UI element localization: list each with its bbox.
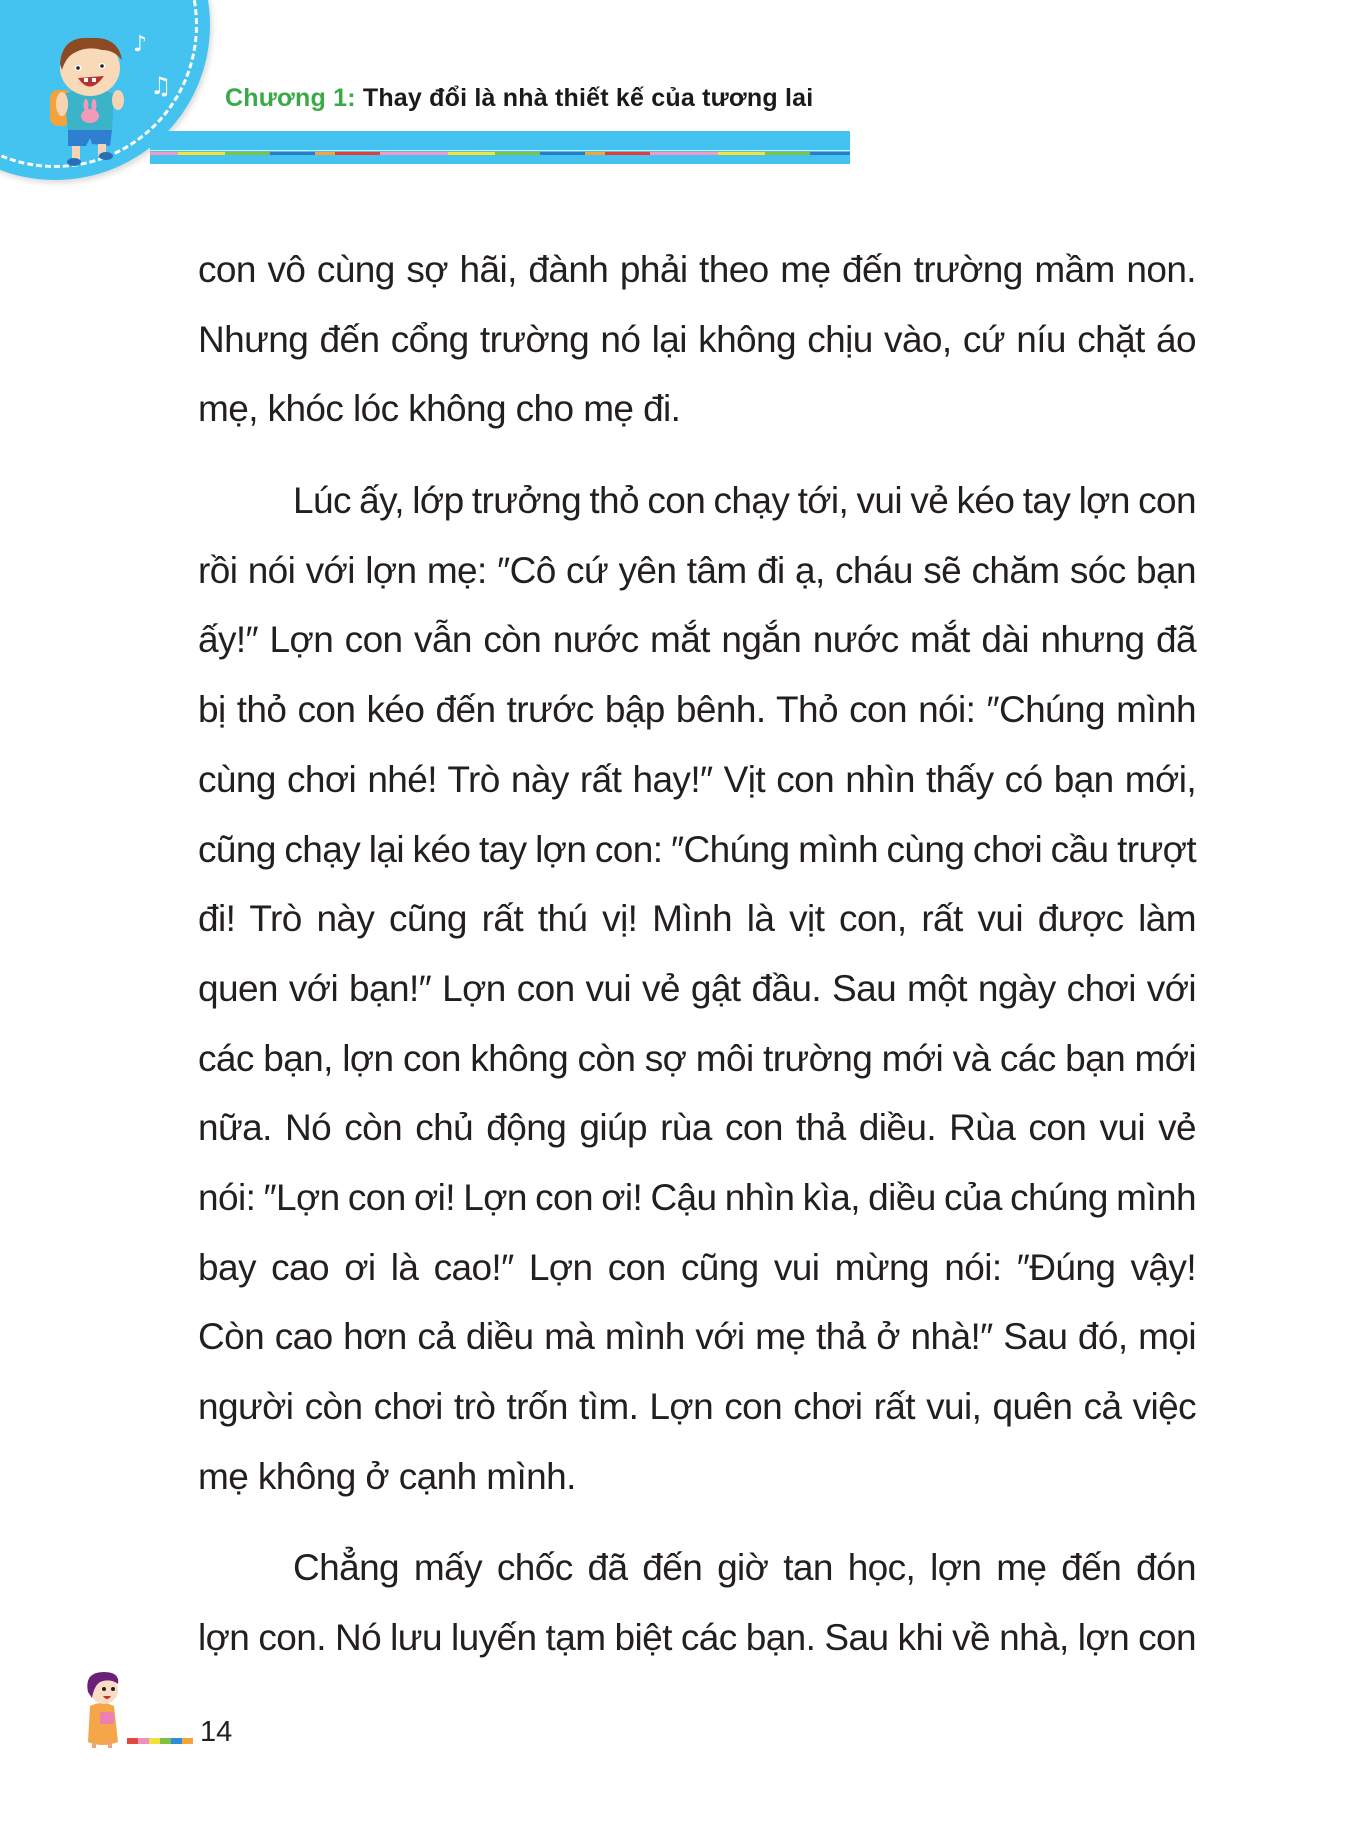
chapter-title — [225, 84, 813, 113]
text-line: nói: ″Lợn con ơi! Lợn con ơi! Cậu nhìn kìa, diều của chúng mình — [198, 1176, 1196, 1218]
text-line: Còn cao hơn cả diều mà mình với mẹ thả ở nhà!″ Sau đó, mọi — [198, 1316, 1196, 1358]
bar-segment — [149, 1738, 160, 1744]
paragraph-3 — [198, 1533, 1196, 1672]
header-band-decoration — [150, 131, 850, 164]
chapter-label: Chương 1: — [225, 84, 356, 112]
text-line: rồi nói với lợn mẹ: ″Cô cứ yên tâm đi ạ, cháu sẽ chăm sóc bạn — [198, 549, 1196, 591]
page-number: 14 — [200, 1716, 233, 1748]
chapter-name: Thay đổi là nhà thiết kế của tương lai — [355, 84, 814, 112]
text-line: Chẳng mấy chốc đã đến giờ tan học, lợn mẹ đến đón — [293, 1547, 1196, 1589]
text-line: người còn chơi trò trốn tìm. Lợn con chơi rất vui, quên cả việc — [198, 1386, 1196, 1427]
text-line: cũng chạy lại kéo tay lợn con: ″Chúng mình cùng chơi cầu trượt — [198, 828, 1196, 870]
text-line: mẹ không ở cạnh mình. — [198, 1455, 576, 1497]
rainbow-stripe-decoration — [150, 152, 850, 155]
text-line: lợn con. Nó lưu luyến tạm biệt các bạn. Sau khi về nhà, lợn con — [198, 1617, 1196, 1659]
music-notes-icon: ♫ — [150, 72, 172, 100]
text-line: ấy!″ Lợn con vẫn còn nước mắt ngắn nước mắt dài nhưng đã — [198, 619, 1196, 661]
bar-segment — [160, 1738, 171, 1744]
boy-illustration-icon — [40, 28, 140, 168]
story-body — [198, 235, 1196, 1695]
text-line: quen với bạn!″ Lợn con vui vẻ gật đầu. Sau một ngày chơi với — [198, 967, 1196, 1009]
text-line: cùng chơi nhé! Trò này rất hay!″ Vịt con nhìn thấy có bạn mới, — [198, 758, 1196, 800]
bar-segment — [138, 1738, 149, 1744]
paragraph-1 — [198, 235, 1196, 444]
text-line: đi! Trò này cũng rất thú vị! Mình là vịt con, rất vui được làm — [198, 898, 1196, 940]
bar-segment — [182, 1738, 193, 1744]
text-line: mẹ, khóc lóc không cho mẹ đi. — [198, 388, 681, 430]
text-line: Lúc ấy, lớp trưởng thỏ con chạy tới, vui vẻ kéo tay lợn con — [293, 480, 1196, 522]
rainbow-bar-decoration — [127, 1738, 193, 1744]
text-line: Nhưng đến cổng trường nó lại không chịu vào, cứ níu chặt áo — [198, 318, 1196, 360]
paragraph-2 — [198, 466, 1196, 1511]
text-line: các bạn, lợn con không còn sợ môi trường mới và các bạn mới — [198, 1037, 1196, 1079]
bar-segment — [127, 1738, 138, 1744]
music-note-icon: ♪ — [133, 32, 148, 57]
girl-illustration-icon — [74, 1668, 130, 1750]
band-highlight-line — [150, 150, 850, 151]
text-line: bay cao ơi là cao!″ Lợn con cũng vui mừng nói: ″Đúng vậy! — [198, 1246, 1196, 1288]
text-line: nữa. Nó còn chủ động giúp rùa con thả diều. Rùa con vui vẻ — [198, 1107, 1196, 1149]
text-line: bị thỏ con kéo đến trước bập bênh. Thỏ con nói: ″Chúng mình — [198, 689, 1196, 731]
text-line: con vô cùng sợ hãi, đành phải theo mẹ đến trường mầm non. — [198, 249, 1196, 290]
bar-segment — [171, 1738, 182, 1744]
